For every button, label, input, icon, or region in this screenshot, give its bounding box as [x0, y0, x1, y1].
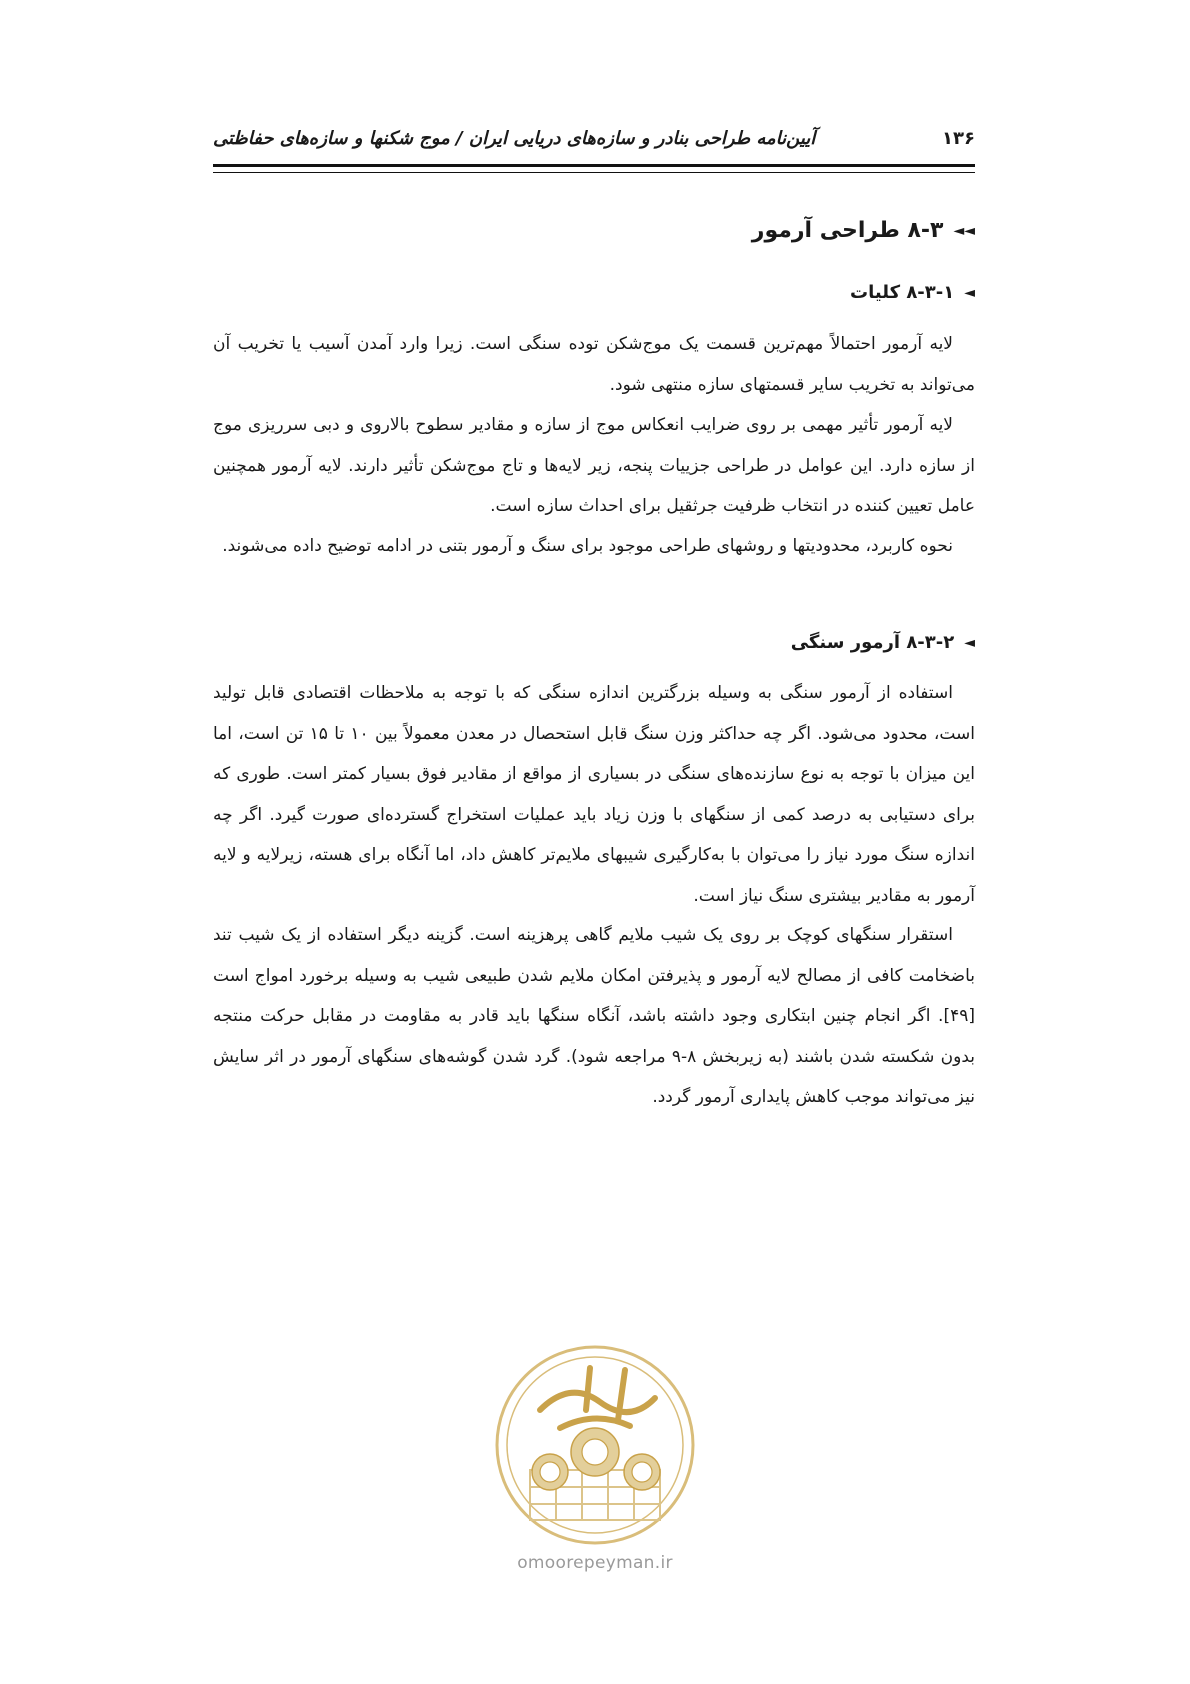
paragraph: استفاده از آرمور سنگی به وسیله بزرگترین اندازه سنگی که با توجه به ملاحظات اقتصادی قابل تولید است، محدود می‌شود. اگر چه حداکثر وزن سنگ قابل استحصال در معدن معمولاً بین ۱۰ تا ۱۵ تن است، اما این میزان با توجه به نوع سازنده‌های سنگی در بسیاری از مواقع از مقادیر فوق بسیار کمتر است. طوری که برای دستیابی به درصد کمی از سنگهای با وزن زیاد باید عملیات استخراج گسترده‌ای صورت گیرد. اگر چه اندازه سنگ مورد نیاز را می‌توان با به‌کارگیری شیبهای ملایم‌تر کاهش داد، اما آنگاه برای هسته، زیرلایه و لایه آرمور به مقادیر بیشتری سنگ نیاز است. [213, 683, 975, 906]
running-header-title: آیین‌نامه طراحی بنادر و سازه‌های دریایی ایران / موج شکنها و سازه‌های حفاظتی [213, 127, 816, 149]
subsection-heading-rock-armour [791, 632, 975, 653]
section-title: ۸-۳ طراحی آرمور [751, 218, 944, 243]
page-number: ۱۳۶ [942, 127, 975, 149]
watermark-logo [490, 1340, 700, 1550]
arrow-icon: ◄ [964, 284, 975, 301]
double-arrow-icon: ◄◄ [953, 222, 975, 239]
watermark-caption: omoorepeyman.ir [517, 1553, 673, 1573]
paragraph: لایه آرمور احتمالاً مهم‌ترین قسمت یک موج‌شکن توده سنگی است. زیرا وارد آمدن آسیب یا تخریب آن می‌تواند به تخریب سایر قسمتهای سازه منتهی شود. [213, 334, 975, 395]
section-heading [752, 218, 975, 243]
header-rule [213, 164, 975, 173]
paragraph: لایه آرمور تأثیر مهمی بر روی ضرایب انعکاس موج از سازه و مقادیر سطوح بالاروی و دبی سرریزی موج از سازه دارد. این عوامل در طراحی جزییات پنجه، زیر لایه‌ها و تاج موج‌شکن تأثیر دارند. لایه آرمور همچنین عامل تعیین کننده در انتخاب ظرفیت جرثقیل برای احداث سازه است. [213, 415, 975, 516]
seal-icon [490, 1340, 700, 1550]
paragraph: نحوه کاربرد، محدودیتها و روشهای طراحی موجود برای سنگ و آرمور بتنی در ادامه توضیح داده می‌شوند. [222, 536, 953, 556]
subsection-title: ۸-۳-۲ آرمور سنگی [790, 632, 955, 653]
paragraph: استقرار سنگهای کوچک بر روی یک شیب ملایم گاهی پرهزینه است. گزینه دیگر استفاده از یک شیب تند باضخامت کافی از مصالح لایه آرمور و پذیرفتن امکان ملایم شدن طبیعی شیب به وسیله برخورد امواج است [۴۹]. اگر انجام چنین ابتکاری وجود داشته باشد، آنگاه سنگها باید قادر به مقاومت در مقابل حرکت منتجه بدون شکسته شدن باشند (به زیربخش ۸-۹ مراجعه شود). گرد شدن گوشه‌های سنگهای آرمور در اثر سایش نیز می‌تواند موجب کاهش پایداری آرمور گردد. [213, 925, 975, 1107]
arrow-icon: ◄ [964, 634, 975, 651]
subsection-heading-general [850, 282, 975, 303]
subsection-title: ۸-۳-۱ کلیات [850, 282, 955, 303]
page-header [213, 120, 975, 156]
